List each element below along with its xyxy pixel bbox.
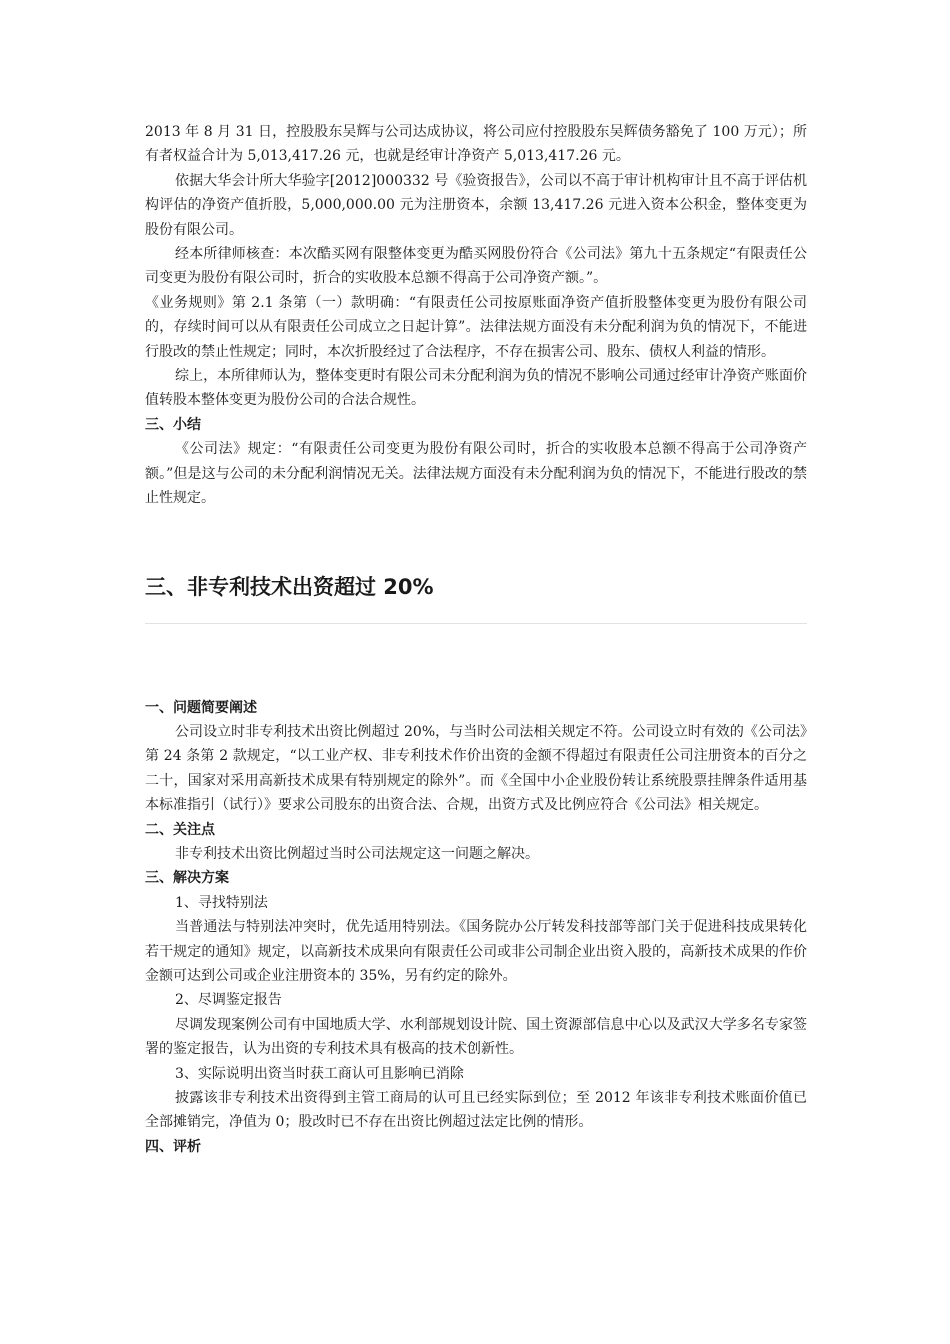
paragraph-lawyer-review: 经本所律师核查：本次酷买网有限整体变更为酷买网股份符合《公司法》第九十五条规定“有限责任公司变更为股份有限公司时，折合的实收股本总额不得高于公司净资产额。”。 [145,246,807,287]
spacer [145,511,807,571]
document-page [145,120,807,1159]
summary-text: 《公司法》规定：“有限责任公司变更为股份有限公司时，折合的实收股本总额不得高于公司净资产额。”但是这与公司的未分配利润情况无关。法律法规方面没有未分配利润为负的情况下，不能进行股改的禁止性规定。 [145,441,807,507]
focus-text: 非专利技术出资比例超过当时公司法规定这一问题之解决。 [175,845,539,862]
solution-3-title: 3、实际说明出资当时获工商认可且影响已消除 [175,1065,464,1082]
solution-2-title: 2、尽调鉴定报告 [175,992,282,1009]
solution-heading: 三、解决方案 [145,870,229,887]
section-title: 三、非专利技术出资超过 20% [145,571,807,624]
solution-1-title: 1、寻找特别法 [175,894,268,911]
paragraph-capital-verification: 依据大华会计所大华验字[2012]000332 号《验资报告》，公司以不高于审计机构审计且不高于评估机构评估的净资产值折股，5,000,000.00 元为注册资本，余额 13,417.26 元进入资本公积金，整体变更为股份有限公司。 [145,172,807,238]
paragraph-equity-total: 2013 年 8 月 31 日，控股股东吴辉与公司达成协议，将公司应付控股股东吴辉债务豁免了 100 万元）；所有者权益合计为 5,013,417.26 元，也就是经审计净资产 5,013,417.26 元。 [145,124,807,165]
paragraph-business-rules: 《业务规则》第 2.1 条第（一）款明确：“有限责任公司按原账面净资产值折股整体变更为股份有限公司的，存续时间可以从有限责任公司成立之日起计算”。法律法规方面没有未分配利润为负的情况下，不能进行股改的禁止性规定；同时，本次折股经过了合法程序，不存在损害公司、股东、债权人利益的情形。 [145,294,807,360]
solution-2-text: 尽调发现案例公司有中国地质大学、水利部规划设计院、国土资源部信息中心以及武汉大学多名专家签署的鉴定报告，认为出资的专利技术具有极高的技术创新性。 [145,1016,807,1058]
solution-1-text: 当普通法与特别法冲突时，优先适用特别法。《国务院办公厅转发科技部等部门关于促进科技成果转化若干规定的通知》规定，以高新技术成果向有限责任公司或非公司制企业出资入股的，高新技术成果的作价金额可达到公司或企业注册资本的 35%，另有约定的除外。 [145,919,807,984]
paragraph-conclusion: 综上，本所律师认为，整体变更时有限公司未分配利润为负的情况不影响公司通过经审计净资产账面价值转股本整体变更为股份公司的合法合规性。 [145,368,807,409]
spacer [145,624,807,696]
issue-text: 公司设立时非专利技术出资比例超过 20%，与当时公司法相关规定不符。公司设立时有效的《公司法》第 24 条第 2 款规定，“以工业产权、非专利技术作价出资的金额不得超过有限责任公司注册资本的百分之二十，国家对采用高新技术成果有特别规定的除外”。而《全国中小企业股份转让系统股票挂牌条件适用基本标准指引（试行）》要求公司股东的出资合法、合规，出资方式及比例应符合《公司法》相关规定。 [145,723,807,814]
solution-3-text: 披露该非专利技术出资得到主管工商局的认可且已经实际到位；至 2012 年该非专利技术账面价值已全部摊销完，净值为 0；股改时已不存在出资比例超过法定比例的情形。 [145,1090,807,1131]
issue-heading: 一、问题简要阐述 [145,699,257,716]
summary-heading: 三、小结 [145,416,201,433]
focus-heading: 二、关注点 [145,821,215,838]
review-heading: 四、评析 [145,1138,201,1155]
